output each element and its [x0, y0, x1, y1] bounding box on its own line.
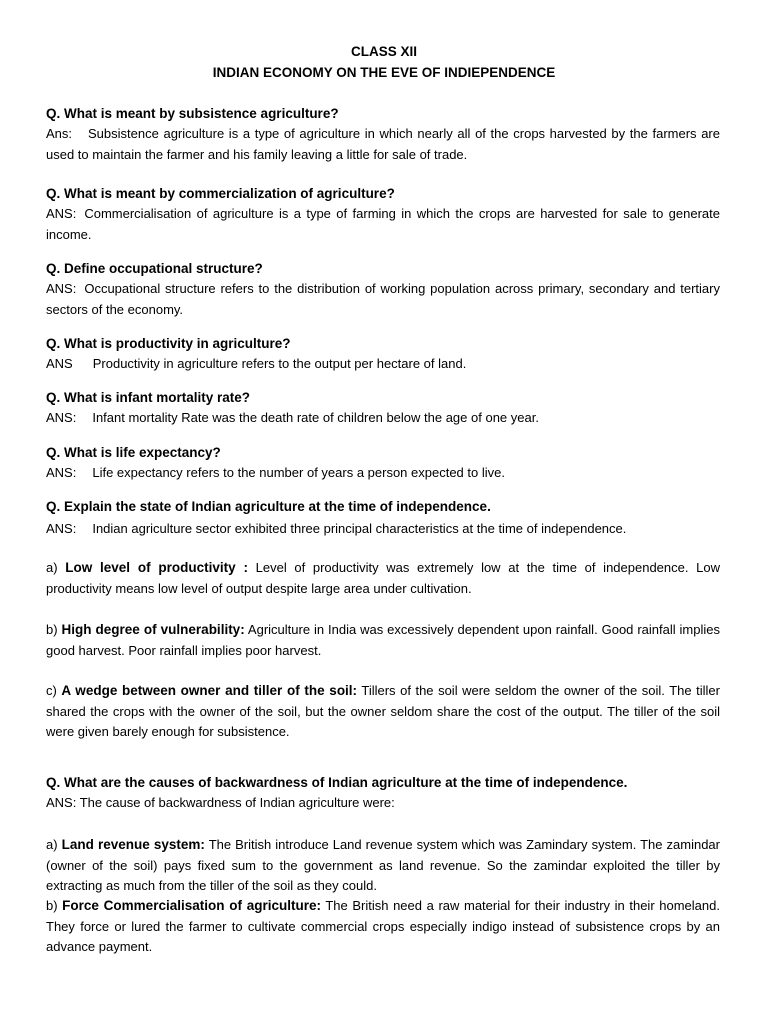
- answer: [46, 408, 720, 429]
- qa-block: [46, 184, 720, 245]
- cause-item: [46, 835, 720, 897]
- item-letter: a): [46, 560, 58, 575]
- qa-block: [46, 259, 720, 320]
- answer-tag: ANS:: [46, 410, 77, 425]
- answer-tag: ANS: [46, 356, 73, 371]
- answer-tag: ANS:: [46, 281, 77, 296]
- document-title: INDIAN ECONOMY ON THE EVE OF INDIEPENDENCE: [212, 65, 556, 80]
- question: Q. What is meant by subsistence agriculture?: [46, 106, 339, 121]
- qa-block: [46, 334, 720, 375]
- answer-tag: Ans:: [46, 126, 73, 141]
- answer: [46, 463, 720, 484]
- question: Q. Explain the state of Indian agriculture at the time of independence.: [46, 499, 491, 514]
- answer-tag: ANS:: [46, 465, 77, 480]
- question: Q. What is meant by commercialization of agriculture?: [46, 186, 395, 201]
- answer: [46, 519, 720, 540]
- item-letter: c): [46, 683, 57, 698]
- item-letter: b): [46, 622, 58, 637]
- answer-text: Productivity in agriculture refers to the output per hectare of land.: [92, 356, 467, 371]
- item-letter: b): [46, 898, 58, 913]
- class-heading: CLASS XII: [350, 44, 417, 59]
- characteristic-item: [46, 681, 720, 743]
- item-text: The British need a raw material for their industry in their homeland. They force or lured the farmer to cultivate commercial crops especially indigo instead of subsistence crops by an advance payment.: [46, 898, 720, 954]
- cause-item: [46, 896, 720, 958]
- question: Q. What is life expectancy?: [46, 445, 221, 460]
- answer-text: ANS: The cause of backwardness of Indian agriculture were:: [46, 795, 395, 810]
- answer-tag: ANS:: [46, 521, 77, 536]
- answer: [46, 124, 720, 165]
- question: Q. What is infant mortality rate?: [46, 390, 251, 405]
- qa-block: [46, 104, 720, 165]
- item-title: Low level of productivity :: [65, 560, 248, 575]
- answer-text: Indian agriculture sector exhibited three principal characteristics at the time of independence.: [92, 521, 627, 536]
- answer-text: Occupational structure refers to the distribution of working population across primary, secondary and tertiary sectors of the economy.: [46, 281, 720, 317]
- answer: [46, 354, 720, 375]
- question: Q. What are the causes of backwardness of Indian agriculture at the time of independence.: [46, 775, 628, 790]
- item-text: Level of productivity was extremely low at the time of independence. Low productivity means low level of output despite large area under cultivation.: [46, 560, 720, 596]
- answer: [46, 279, 720, 320]
- answer-text: Infant mortality Rate was the death rate of children below the age of one year.: [92, 410, 539, 425]
- qa-block: [46, 497, 720, 540]
- item-letter: a): [46, 837, 58, 852]
- causes-block: [46, 773, 720, 814]
- question: Q. Define occupational structure?: [46, 261, 263, 276]
- qa-block: [46, 443, 720, 484]
- characteristic-item: [46, 558, 720, 599]
- characteristic-item: [46, 620, 720, 661]
- item-text: The British introduce Land revenue system which was Zamindary system. The zamindar (owner of the soil) pays fixed sum to the government as land revenue. So the zamindar exploited the tiller by extracting as much from the tiller of the soil as they could.: [46, 837, 720, 893]
- qa-block: [46, 388, 720, 429]
- answer-tag: ANS:: [46, 206, 77, 221]
- answer-text: Subsistence agriculture is a type of agriculture in which nearly all of the crops harvested by the farmers are used to maintain the farmer and his family leaving a little for sale of trade.: [46, 126, 720, 162]
- question: Q. What is productivity in agriculture?: [46, 336, 291, 351]
- item-title: Force Commercialisation of agriculture:: [62, 898, 321, 913]
- answer-text: Life expectancy refers to the number of years a person expected to live.: [92, 465, 505, 480]
- item-title: Land revenue system:: [61, 837, 205, 852]
- item-text: Tillers of the soil were seldom the owner of the soil. The tiller shared the crops with the owner of the soil, but the owner seldom share the cost of the output. The tiller of the soil were given barely enough for subsistence.: [46, 683, 720, 739]
- item-text: Agriculture in India was excessively dependent upon rainfall. Good rainfall implies good harvest. Poor rainfall implies poor harvest.: [46, 622, 720, 658]
- item-title: A wedge between owner and tiller of the soil:: [61, 683, 358, 698]
- answer-text: Commercialisation of agriculture is a type of farming in which the crops are harvested for sale to generate income.: [46, 206, 720, 242]
- item-title: High degree of vulnerability:: [61, 622, 245, 637]
- answer: [46, 204, 720, 245]
